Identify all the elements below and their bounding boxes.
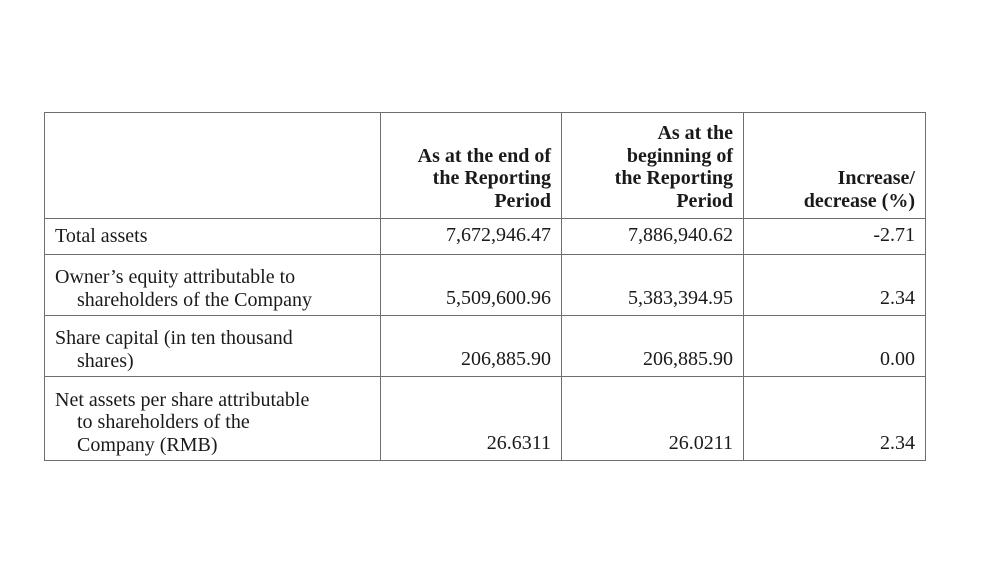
header-empty-cell xyxy=(45,113,381,219)
row-label-line: Company (RMB) xyxy=(77,433,218,456)
row-label-line: shares) xyxy=(77,349,134,372)
table-row-total-assets xyxy=(45,219,926,255)
row-label-line: shareholders of the Company xyxy=(77,288,312,311)
change-pct-value: 2.34 xyxy=(744,255,926,316)
header-text-line: Increase/ xyxy=(837,167,915,189)
end-of-period-value: 7,672,946.47 xyxy=(381,219,562,255)
end-of-period-value: 26.6311 xyxy=(381,377,562,461)
header-change-pct xyxy=(744,113,926,219)
header-text-line: the Reporting xyxy=(614,167,733,189)
row-label-line: to shareholders of the xyxy=(77,411,250,433)
change-pct-value: -2.71 xyxy=(744,219,926,255)
row-label xyxy=(45,255,381,316)
table-row-owners-equity xyxy=(45,255,926,316)
end-of-period-value: 206,885.90 xyxy=(381,316,562,377)
row-label xyxy=(45,219,381,255)
row-label-line: Total assets xyxy=(55,225,148,248)
change-pct-value: 0.00 xyxy=(744,316,926,377)
header-text-line: beginning of xyxy=(626,144,733,167)
end-of-period-value: 5,509,600.96 xyxy=(381,255,562,316)
header-text-line: Period xyxy=(676,189,733,212)
row-label-line: Share capital (in ten thousand xyxy=(55,327,293,349)
table-row-net-assets-per-share xyxy=(45,377,926,461)
beginning-of-period-value: 26.0211 xyxy=(562,377,744,461)
header-beginning-of-period xyxy=(562,113,744,219)
financial-summary-table xyxy=(44,112,926,461)
header-text-line: As at the end of xyxy=(417,144,551,167)
beginning-of-period-value: 7,886,940.62 xyxy=(562,219,744,255)
beginning-of-period-value: 206,885.90 xyxy=(562,316,744,377)
header-row xyxy=(45,113,926,219)
header-text-line: the Reporting xyxy=(432,167,551,189)
header-end-of-period xyxy=(381,113,562,219)
header-text-line: Period xyxy=(494,189,551,212)
row-label xyxy=(45,316,381,377)
row-label xyxy=(45,377,381,461)
row-label-line: Net assets per share attributable xyxy=(55,388,310,411)
header-text-line: As at the xyxy=(657,122,733,144)
table-row-share-capital xyxy=(45,316,926,377)
beginning-of-period-value: 5,383,394.95 xyxy=(562,255,744,316)
change-pct-value: 2.34 xyxy=(744,377,926,461)
row-label-line: Owner’s equity attributable to xyxy=(55,266,296,288)
header-text-line: decrease (%) xyxy=(803,189,915,212)
